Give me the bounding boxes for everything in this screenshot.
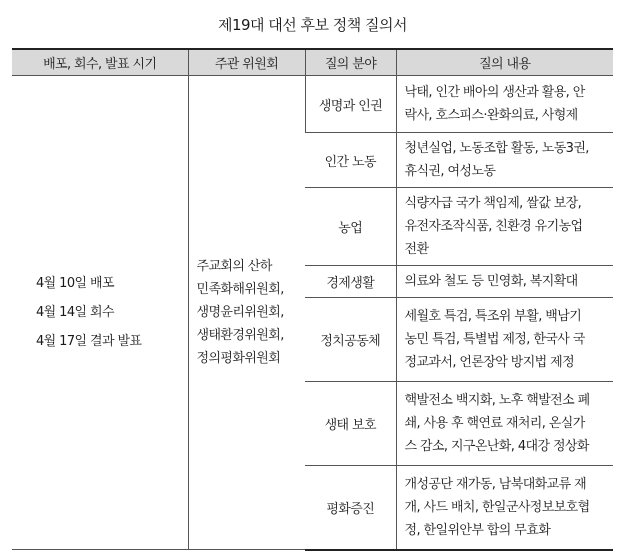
table-row bbox=[12, 76, 613, 133]
content-cell bbox=[396, 298, 613, 382]
content-line: 정, 한일위안부 합의 무효화 bbox=[404, 522, 551, 538]
content-line: 농민 특검, 특별법 제정, 한국사 국 bbox=[404, 332, 585, 347]
content-cell bbox=[396, 188, 613, 266]
field-cell: 생명과 인권 bbox=[305, 76, 396, 133]
header-content: 질의 내용 bbox=[396, 49, 613, 76]
content-cell bbox=[396, 466, 613, 550]
committee-line: 정의평화위원회 bbox=[196, 351, 281, 366]
content-line: 쇄, 사용 후 핵연료 재처리, 온실가 bbox=[404, 416, 585, 431]
content-cell bbox=[396, 382, 613, 466]
committee-line: 생명윤리위원회, bbox=[196, 305, 284, 320]
content-cell bbox=[396, 133, 613, 188]
content-line: 세월호 특검, 특조위 부활, 백남기 bbox=[404, 309, 582, 324]
content-line: 락사, 호스피스·완화의료, 사형제 bbox=[404, 108, 578, 123]
table-header-row bbox=[12, 49, 613, 76]
content-line: 핵발전소 백지화, 노후 핵발전소 폐 bbox=[404, 393, 590, 408]
header-timing: 배포, 회수, 발표 시기 bbox=[12, 49, 188, 76]
committee-cell bbox=[188, 76, 305, 550]
field-cell: 정치공동체 bbox=[305, 298, 396, 382]
content-line: 낙태, 인간 배아의 생산과 활용, 안 bbox=[404, 85, 585, 100]
timing-announce: 4월 17일 결과 발표 bbox=[36, 334, 142, 349]
content-line: 휴식권, 여성노동 bbox=[404, 164, 496, 179]
header-committee: 주관 위원회 bbox=[188, 49, 305, 76]
timing-distribute: 4월 10일 배포 bbox=[36, 276, 114, 291]
timing-cell bbox=[12, 76, 188, 550]
field-cell: 농업 bbox=[305, 188, 396, 266]
content-line: 개, 사드 배치, 한일군사정보보호협 bbox=[404, 499, 590, 515]
content-line: 전환 bbox=[404, 242, 429, 257]
content-cell bbox=[396, 266, 613, 298]
content-line: 식량자급 국가 책임제, 쌀값 보장, bbox=[404, 196, 582, 211]
policy-table bbox=[12, 48, 613, 551]
content-line: 정교과서, 언론장악 방지법 제정 bbox=[404, 355, 575, 370]
content-cell bbox=[396, 76, 613, 133]
committee-line: 주교회의 산하 bbox=[196, 259, 272, 274]
header-field: 질의 분야 bbox=[305, 49, 396, 76]
content-line: 청년실업, 노동조합 활동, 노동3권, bbox=[404, 141, 589, 156]
page-title: 제19대 대선 후보 정책 질의서 bbox=[217, 16, 408, 34]
timing-collect: 4월 14일 회수 bbox=[36, 305, 114, 320]
field-cell: 경제생활 bbox=[305, 266, 396, 298]
content-line: 유전자조작식품, 친환경 유기농업 bbox=[404, 219, 583, 234]
field-cell: 평화증진 bbox=[305, 466, 396, 550]
content-line: 개성공단 재가동, 남북대화교류 재 bbox=[404, 476, 587, 492]
content-line: 의료와 철도 등 민영화, 복지확대 bbox=[404, 274, 578, 289]
field-cell: 인간 노동 bbox=[305, 133, 396, 188]
committee-line: 생태환경위원회, bbox=[196, 328, 284, 343]
committee-line: 민족화해위원회, bbox=[196, 282, 284, 297]
field-cell: 생태 보호 bbox=[305, 382, 396, 466]
content-line: 스 감소, 지구온난화, 4대강 정상화 bbox=[404, 439, 589, 454]
